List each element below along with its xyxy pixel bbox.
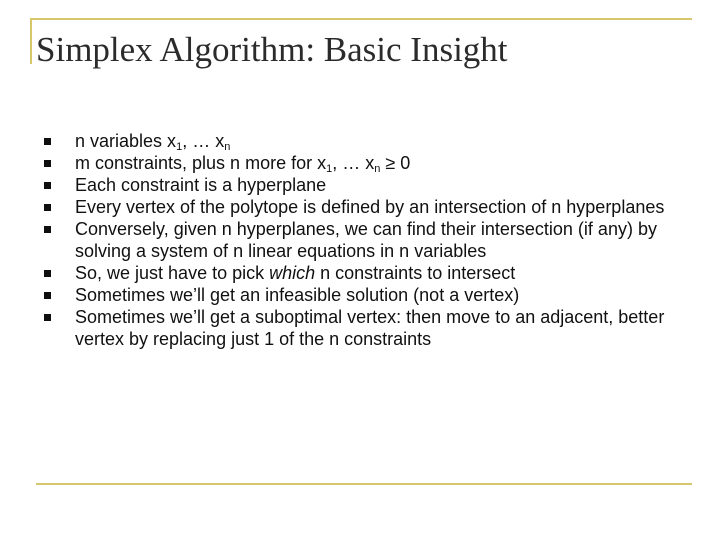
square-bullet-icon: [44, 182, 51, 189]
square-bullet-icon: [44, 314, 51, 321]
bullet-text: Sometimes we’ll get an infeasible solution (not a vertex): [75, 285, 520, 305]
bullet-text: Sometimes we’ll get a suboptimal vertex: then move to an adjacent, better vertex by replacing just 1 of the n constraints: [75, 307, 665, 349]
bullet-item: [44, 306, 684, 350]
square-bullet-icon: [44, 204, 51, 211]
bullet-text: n variables $x_1$, … $x_n$: [75, 131, 231, 153]
bullet-list: [44, 130, 684, 350]
footer-rule: [36, 483, 692, 485]
bullet-text: Each constraint is a hyperplane: [75, 175, 327, 195]
title-rule-horizontal: [30, 18, 692, 20]
bullet-item: [44, 284, 684, 306]
square-bullet-icon: [44, 138, 51, 145]
title-rule-vertical: [30, 18, 32, 64]
bullet-text: Conversely, given n hyperplanes, we can find their intersection (if any) by solving a system of n linear equations in n variables: [75, 219, 657, 261]
square-bullet-icon: [44, 226, 51, 233]
bullet-item: [44, 218, 684, 262]
slide-title: Simplex Algorithm: Basic Insight: [36, 30, 508, 69]
bullet-text: Every vertex of the polytope is defined by an intersection of n hyperplanes: [75, 197, 665, 217]
square-bullet-icon: [44, 270, 51, 277]
bullet-item: [44, 152, 684, 174]
square-bullet-icon: [44, 160, 51, 167]
bullet-item: [44, 174, 684, 196]
square-bullet-icon: [44, 292, 51, 299]
bullet-text: So, we just have to pick which n constraints to intersect: [75, 263, 516, 283]
bullet-item: [44, 130, 684, 152]
bullet-text: m constraints, plus n more for $x_1$, … $x_n \ge 0$: [75, 153, 411, 175]
bullet-item: [44, 262, 684, 284]
bullet-item: [44, 196, 684, 218]
